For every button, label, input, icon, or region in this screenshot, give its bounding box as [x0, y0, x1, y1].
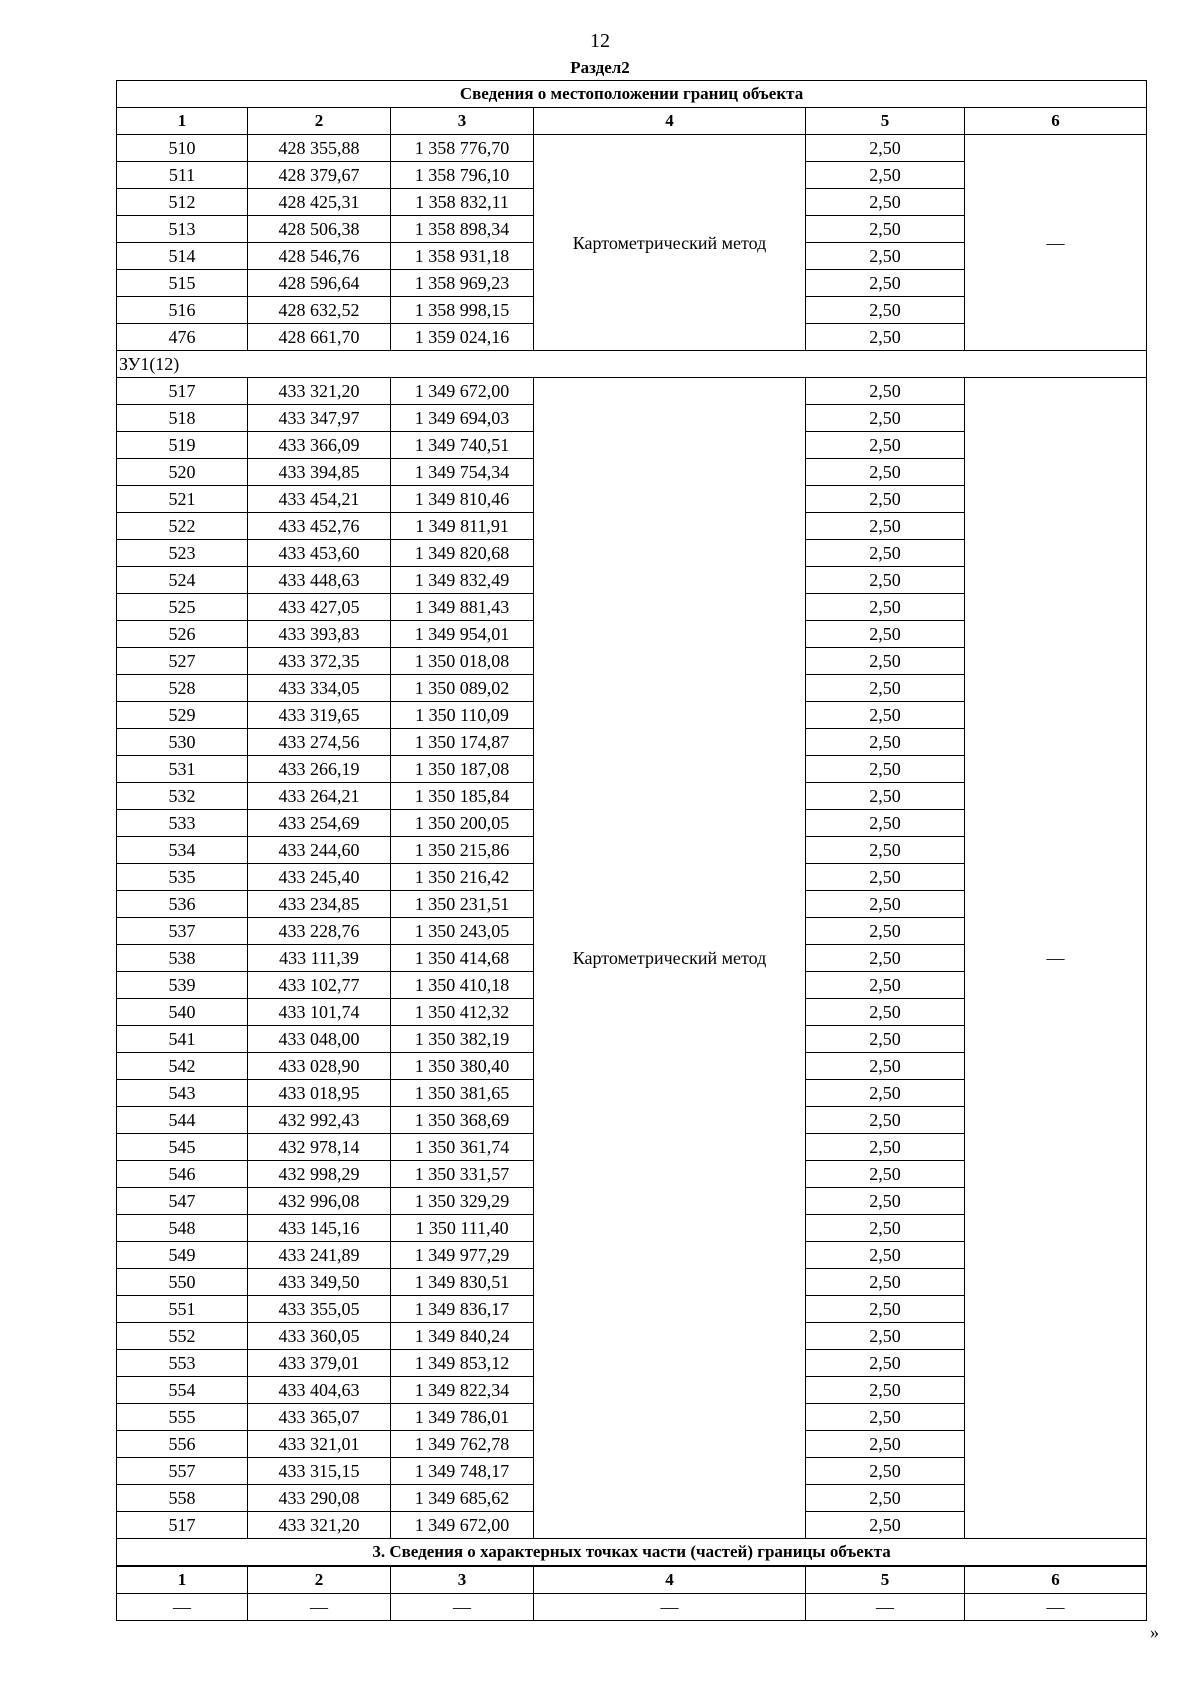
y-coordinate-cell: 1 349 740,51	[391, 432, 534, 459]
point-number-cell: 530	[117, 729, 248, 756]
accuracy-cell: 2,50	[806, 810, 965, 837]
accuracy-cell: 2,50	[806, 486, 965, 513]
accuracy-cell: 2,50	[806, 1512, 965, 1539]
accuracy-cell: 2,50	[806, 243, 965, 270]
column-header: 4	[534, 1566, 806, 1594]
x-coordinate-cell: 433 111,39	[248, 945, 391, 972]
y-coordinate-cell: 1 350 185,84	[391, 783, 534, 810]
accuracy-cell: 2,50	[806, 297, 965, 324]
accuracy-cell: 2,50	[806, 216, 965, 243]
column-header: 6	[965, 108, 1147, 135]
x-coordinate-cell: 433 101,74	[248, 999, 391, 1026]
accuracy-cell: 2,50	[806, 1107, 965, 1134]
point-number-cell: 526	[117, 621, 248, 648]
y-coordinate-cell: 1 358 796,10	[391, 162, 534, 189]
x-coordinate-cell: 428 506,38	[248, 216, 391, 243]
y-coordinate-cell: 1 358 998,15	[391, 297, 534, 324]
x-coordinate-cell: 433 321,01	[248, 1431, 391, 1458]
point-number-cell: 520	[117, 459, 248, 486]
accuracy-cell: 2,50	[806, 189, 965, 216]
y-coordinate-cell: 1 349 836,17	[391, 1296, 534, 1323]
x-coordinate-cell: 428 425,31	[248, 189, 391, 216]
x-coordinate-cell: 433 274,56	[248, 729, 391, 756]
empty-cell: —	[391, 1594, 534, 1621]
y-coordinate-cell: 1 350 368,69	[391, 1107, 534, 1134]
x-coordinate-cell: 433 360,05	[248, 1323, 391, 1350]
y-coordinate-cell: 1 358 931,18	[391, 243, 534, 270]
column-header: 6	[965, 1566, 1147, 1594]
y-coordinate-cell: 1 349 977,29	[391, 1242, 534, 1269]
y-coordinate-cell: 1 350 243,05	[391, 918, 534, 945]
boundary-table-body	[117, 81, 1147, 1621]
x-coordinate-cell: 432 978,14	[248, 1134, 391, 1161]
point-number-cell: 538	[117, 945, 248, 972]
point-number-cell: 544	[117, 1107, 248, 1134]
column-header: 5	[806, 1566, 965, 1594]
accuracy-cell: 2,50	[806, 540, 965, 567]
x-coordinate-cell: 433 321,20	[248, 1512, 391, 1539]
x-coordinate-cell: 433 028,90	[248, 1053, 391, 1080]
point-number-cell: 556	[117, 1431, 248, 1458]
block1-title: Сведения о местоположении границ объекта	[117, 81, 1147, 108]
y-coordinate-cell: 1 349 672,00	[391, 1512, 534, 1539]
empty-cell: —	[117, 1594, 248, 1621]
x-coordinate-cell: 433 102,77	[248, 972, 391, 999]
x-coordinate-cell: 433 404,63	[248, 1377, 391, 1404]
parcel-label: ЗУ1(12)	[117, 351, 1147, 378]
accuracy-cell: 2,50	[806, 972, 965, 999]
accuracy-cell: 2,50	[806, 513, 965, 540]
point-number-cell: 554	[117, 1377, 248, 1404]
closing-quote: »	[1150, 1622, 1159, 1642]
accuracy-cell: 2,50	[806, 702, 965, 729]
point-number-cell: 545	[117, 1134, 248, 1161]
point-number-cell: 555	[117, 1404, 248, 1431]
accuracy-cell: 2,50	[806, 1431, 965, 1458]
point-number-cell: 557	[117, 1458, 248, 1485]
accuracy-cell: 2,50	[806, 1053, 965, 1080]
point-number-cell: 512	[117, 189, 248, 216]
x-coordinate-cell: 433 244,60	[248, 837, 391, 864]
accuracy-cell: 2,50	[806, 1350, 965, 1377]
point-number-cell: 532	[117, 783, 248, 810]
accuracy-cell: 2,50	[806, 378, 965, 405]
point-number-cell: 553	[117, 1350, 248, 1377]
accuracy-cell: 2,50	[806, 1377, 965, 1404]
point-number-cell: 539	[117, 972, 248, 999]
y-coordinate-cell: 1 350 018,08	[391, 648, 534, 675]
y-coordinate-cell: 1 358 969,23	[391, 270, 534, 297]
block1-title-row	[117, 81, 1147, 108]
column-header: 5	[806, 108, 965, 135]
y-coordinate-cell: 1 358 776,70	[391, 135, 534, 162]
x-coordinate-cell: 432 998,29	[248, 1161, 391, 1188]
column-header: 4	[534, 108, 806, 135]
y-coordinate-cell: 1 349 840,24	[391, 1323, 534, 1350]
y-coordinate-cell: 1 358 898,34	[391, 216, 534, 243]
block3-empty-row	[117, 1594, 1147, 1621]
x-coordinate-cell: 433 347,97	[248, 405, 391, 432]
y-coordinate-cell: 1 349 853,12	[391, 1350, 534, 1377]
x-coordinate-cell: 428 632,52	[248, 297, 391, 324]
empty-cell: —	[534, 1594, 806, 1621]
point-number-cell: 521	[117, 486, 248, 513]
x-coordinate-cell: 433 334,05	[248, 675, 391, 702]
y-coordinate-cell: 1 349 754,34	[391, 459, 534, 486]
y-coordinate-cell: 1 350 215,86	[391, 837, 534, 864]
y-coordinate-cell: 1 350 410,18	[391, 972, 534, 999]
x-coordinate-cell: 433 321,20	[248, 378, 391, 405]
y-coordinate-cell: 1 349 672,00	[391, 378, 534, 405]
point-number-cell: 517	[117, 378, 248, 405]
point-number-cell: 518	[117, 405, 248, 432]
accuracy-cell: 2,50	[806, 324, 965, 351]
x-coordinate-cell: 433 264,21	[248, 783, 391, 810]
accuracy-cell: 2,50	[806, 729, 965, 756]
accuracy-cell: 2,50	[806, 891, 965, 918]
y-coordinate-cell: 1 349 685,62	[391, 1485, 534, 1512]
y-coordinate-cell: 1 350 414,68	[391, 945, 534, 972]
x-coordinate-cell: 433 266,19	[248, 756, 391, 783]
y-coordinate-cell: 1 350 110,09	[391, 702, 534, 729]
x-coordinate-cell: 433 290,08	[248, 1485, 391, 1512]
y-coordinate-cell: 1 349 810,46	[391, 486, 534, 513]
x-coordinate-cell: 433 372,35	[248, 648, 391, 675]
accuracy-cell: 2,50	[806, 675, 965, 702]
y-coordinate-cell: 1 350 361,74	[391, 1134, 534, 1161]
y-coordinate-cell: 1 350 331,57	[391, 1161, 534, 1188]
empty-cell: —	[965, 1594, 1147, 1621]
y-coordinate-cell: 1 350 111,40	[391, 1215, 534, 1242]
accuracy-cell: 2,50	[806, 1161, 965, 1188]
point-number-cell: 541	[117, 1026, 248, 1053]
y-coordinate-cell: 1 350 187,08	[391, 756, 534, 783]
point-number-cell: 517	[117, 1512, 248, 1539]
accuracy-cell: 2,50	[806, 1188, 965, 1215]
point-number-cell: 529	[117, 702, 248, 729]
x-coordinate-cell: 433 393,83	[248, 621, 391, 648]
x-coordinate-cell: 433 254,69	[248, 810, 391, 837]
point-number-cell: 546	[117, 1161, 248, 1188]
x-coordinate-cell: 433 365,07	[248, 1404, 391, 1431]
point-number-cell: 511	[117, 162, 248, 189]
accuracy-cell: 2,50	[806, 999, 965, 1026]
point-number-cell: 534	[117, 837, 248, 864]
accuracy-cell: 2,50	[806, 405, 965, 432]
y-coordinate-cell: 1 349 748,17	[391, 1458, 534, 1485]
x-coordinate-cell: 428 355,88	[248, 135, 391, 162]
y-coordinate-cell: 1 349 694,03	[391, 405, 534, 432]
point-number-cell: 537	[117, 918, 248, 945]
y-coordinate-cell: 1 350 380,40	[391, 1053, 534, 1080]
page-number: 12	[590, 30, 610, 52]
x-coordinate-cell: 433 453,60	[248, 540, 391, 567]
accuracy-cell: 2,50	[806, 162, 965, 189]
x-coordinate-cell: 428 661,70	[248, 324, 391, 351]
block3-title-row	[117, 1539, 1147, 1567]
point-number-cell: 476	[117, 324, 248, 351]
accuracy-cell: 2,50	[806, 1134, 965, 1161]
point-number-cell: 525	[117, 594, 248, 621]
point-number-cell: 547	[117, 1188, 248, 1215]
column-header: 2	[248, 1566, 391, 1594]
point-number-cell: 540	[117, 999, 248, 1026]
column-header: 2	[248, 108, 391, 135]
y-coordinate-cell: 1 349 822,34	[391, 1377, 534, 1404]
accuracy-cell: 2,50	[806, 1242, 965, 1269]
point-number-cell: 516	[117, 297, 248, 324]
x-coordinate-cell: 432 992,43	[248, 1107, 391, 1134]
point-number-cell: 533	[117, 810, 248, 837]
y-coordinate-cell: 1 350 381,65	[391, 1080, 534, 1107]
accuracy-cell: 2,50	[806, 945, 965, 972]
x-coordinate-cell: 433 315,15	[248, 1458, 391, 1485]
accuracy-cell: 2,50	[806, 1026, 965, 1053]
point-number-cell: 523	[117, 540, 248, 567]
accuracy-cell: 2,50	[806, 621, 965, 648]
accuracy-cell: 2,50	[806, 1485, 965, 1512]
point-number-cell: 515	[117, 270, 248, 297]
block3-column-header-row	[117, 1566, 1147, 1594]
col6-cell: —	[965, 135, 1147, 351]
y-coordinate-cell: 1 350 200,05	[391, 810, 534, 837]
point-number-cell: 522	[117, 513, 248, 540]
point-number-cell: 510	[117, 135, 248, 162]
y-coordinate-cell: 1 350 216,42	[391, 864, 534, 891]
x-coordinate-cell: 433 018,95	[248, 1080, 391, 1107]
x-coordinate-cell: 433 355,05	[248, 1296, 391, 1323]
x-coordinate-cell: 428 546,76	[248, 243, 391, 270]
x-coordinate-cell: 433 366,09	[248, 432, 391, 459]
accuracy-cell: 2,50	[806, 135, 965, 162]
y-coordinate-cell: 1 349 830,51	[391, 1269, 534, 1296]
accuracy-cell: 2,50	[806, 567, 965, 594]
accuracy-cell: 2,50	[806, 432, 965, 459]
column-header-row	[117, 108, 1147, 135]
x-coordinate-cell: 433 145,16	[248, 1215, 391, 1242]
x-coordinate-cell: 433 241,89	[248, 1242, 391, 1269]
x-coordinate-cell: 433 048,00	[248, 1026, 391, 1053]
accuracy-cell: 2,50	[806, 783, 965, 810]
accuracy-cell: 2,50	[806, 837, 965, 864]
y-coordinate-cell: 1 350 174,87	[391, 729, 534, 756]
point-number-cell: 536	[117, 891, 248, 918]
point-number-cell: 527	[117, 648, 248, 675]
x-coordinate-cell: 433 228,76	[248, 918, 391, 945]
x-coordinate-cell: 433 319,65	[248, 702, 391, 729]
x-coordinate-cell: 433 427,05	[248, 594, 391, 621]
y-coordinate-cell: 1 358 832,11	[391, 189, 534, 216]
accuracy-cell: 2,50	[806, 1215, 965, 1242]
y-coordinate-cell: 1 350 382,19	[391, 1026, 534, 1053]
point-number-cell: 550	[117, 1269, 248, 1296]
y-coordinate-cell: 1 349 762,78	[391, 1431, 534, 1458]
method-cell: Картометрический метод	[534, 135, 806, 351]
y-coordinate-cell: 1 349 786,01	[391, 1404, 534, 1431]
point-number-cell: 531	[117, 756, 248, 783]
table-row	[117, 378, 1147, 405]
accuracy-cell: 2,50	[806, 1458, 965, 1485]
x-coordinate-cell: 433 245,40	[248, 864, 391, 891]
boundary-table	[116, 80, 1147, 1621]
x-coordinate-cell: 428 379,67	[248, 162, 391, 189]
point-number-cell: 549	[117, 1242, 248, 1269]
column-header: 3	[391, 1566, 534, 1594]
point-number-cell: 519	[117, 432, 248, 459]
x-coordinate-cell: 433 234,85	[248, 891, 391, 918]
block3-title: 3. Сведения о характерных точках части (частей) границы объекта	[117, 1539, 1147, 1567]
y-coordinate-cell: 1 350 231,51	[391, 891, 534, 918]
point-number-cell: 535	[117, 864, 248, 891]
x-coordinate-cell: 433 452,76	[248, 513, 391, 540]
y-coordinate-cell: 1 349 954,01	[391, 621, 534, 648]
accuracy-cell: 2,50	[806, 1296, 965, 1323]
y-coordinate-cell: 1 350 412,32	[391, 999, 534, 1026]
y-coordinate-cell: 1 349 832,49	[391, 567, 534, 594]
accuracy-cell: 2,50	[806, 648, 965, 675]
column-header: 1	[117, 108, 248, 135]
y-coordinate-cell: 1 359 024,16	[391, 324, 534, 351]
y-coordinate-cell: 1 349 820,68	[391, 540, 534, 567]
col6-cell: —	[965, 378, 1147, 1539]
x-coordinate-cell: 433 379,01	[248, 1350, 391, 1377]
point-number-cell: 514	[117, 243, 248, 270]
point-number-cell: 528	[117, 675, 248, 702]
y-coordinate-cell: 1 350 329,29	[391, 1188, 534, 1215]
accuracy-cell: 2,50	[806, 1323, 965, 1350]
accuracy-cell: 2,50	[806, 594, 965, 621]
accuracy-cell: 2,50	[806, 1269, 965, 1296]
empty-cell: —	[806, 1594, 965, 1621]
point-number-cell: 513	[117, 216, 248, 243]
empty-cell: —	[248, 1594, 391, 1621]
x-coordinate-cell: 433 349,50	[248, 1269, 391, 1296]
accuracy-cell: 2,50	[806, 756, 965, 783]
accuracy-cell: 2,50	[806, 459, 965, 486]
point-number-cell: 558	[117, 1485, 248, 1512]
accuracy-cell: 2,50	[806, 864, 965, 891]
column-header: 3	[391, 108, 534, 135]
section-label: Раздел2	[570, 58, 630, 77]
column-header: 1	[117, 1566, 248, 1594]
x-coordinate-cell: 432 996,08	[248, 1188, 391, 1215]
point-number-cell: 524	[117, 567, 248, 594]
accuracy-cell: 2,50	[806, 1080, 965, 1107]
x-coordinate-cell: 433 394,85	[248, 459, 391, 486]
point-number-cell: 548	[117, 1215, 248, 1242]
x-coordinate-cell: 433 454,21	[248, 486, 391, 513]
y-coordinate-cell: 1 349 811,91	[391, 513, 534, 540]
method-cell: Картометрический метод	[534, 378, 806, 1539]
point-number-cell: 552	[117, 1323, 248, 1350]
point-number-cell: 551	[117, 1296, 248, 1323]
parcel-label-row	[117, 351, 1147, 378]
x-coordinate-cell: 428 596,64	[248, 270, 391, 297]
y-coordinate-cell: 1 349 881,43	[391, 594, 534, 621]
accuracy-cell: 2,50	[806, 1404, 965, 1431]
y-coordinate-cell: 1 350 089,02	[391, 675, 534, 702]
x-coordinate-cell: 433 448,63	[248, 567, 391, 594]
accuracy-cell: 2,50	[806, 918, 965, 945]
table-row	[117, 135, 1147, 162]
point-number-cell: 542	[117, 1053, 248, 1080]
accuracy-cell: 2,50	[806, 270, 965, 297]
point-number-cell: 543	[117, 1080, 248, 1107]
